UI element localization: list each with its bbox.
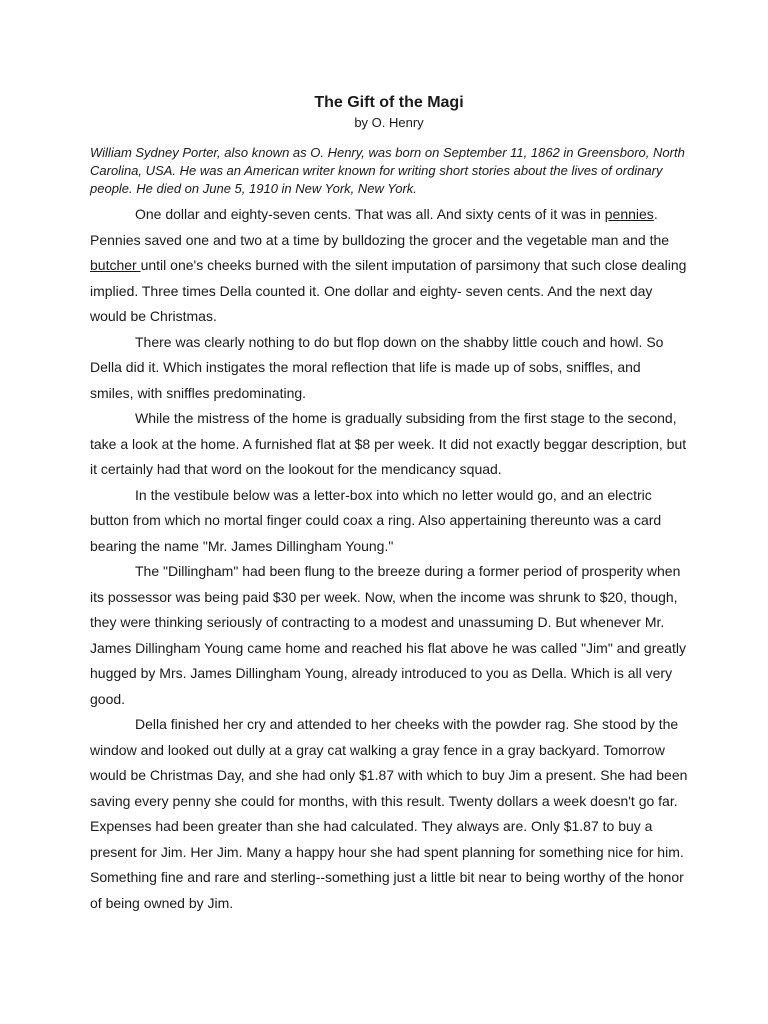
paragraph — [90, 202, 688, 330]
paragraph: While the mistress of the home is gradually subsiding from the first stage to the second, take a look at the home. A furnished flat at $8 per week. It did not exactly beggar description, but it certainly had that word on the lookout for the mendicancy squad. — [90, 410, 687, 477]
document-title: The Gift of the Magi — [314, 94, 464, 111]
paragraph: The "Dillingham" had been flung to the breeze during a former period of prosperity when its possessor was being paid $30 per week. Now, when the income was shrunk to $20, though, they were thinking seriously of contracting to a modest and unassuming D. But whenever Mr. James Dillingham Young came home and reached his flat above he was called "Jim" and greatly hugged by Mrs. James Dillingham Young, already introduced to you as Della. Which is all very good. — [90, 563, 686, 707]
paragraph-text: One dollar and eighty-seven cents. That was all. And sixty cents of it was in — [135, 206, 605, 222]
author-byline: by O. Henry — [354, 115, 424, 130]
paragraph: There was clearly nothing to do but flop down on the shabby little couch and howl. So Della did it. Which instigates the moral reflection that life is made up of sobs, sniffles, and smiles, with sniffles predominating. — [90, 333, 664, 401]
paragraph-text: . Pennies saved one and two at a time by bulldozing the grocer and the vegetable man and the — [90, 206, 670, 248]
paragraph: Della finished her cry and attended to her cheeks with the powder rag. She stood by the window and looked out dully at a gray cat walking a gray fence in a gray backyard. Tomorrow would be Christmas Day, and she had only $1.87 with which to buy Jim a present. She had been saving every penny she could for months, with this result. Twenty dollars a week doesn't go far. Expenses had been greater than she had calculated. They always are. Only $1.87 to buy a present for Jim. Her Jim. Many a happy hour she had spent planning for something nice for him. Something fine and rare and sterling--something just a little bit near to being worthy of the honor of being owned by Jim. — [90, 716, 688, 911]
pennies-link[interactable]: pennies — [604, 206, 654, 222]
author-intro: William Sydney Porter, also known as O. Henry, was born on September 11, 1862 in Greensboro, North Carolina, USA. He was an American writer known for writing short stories about the lives of ordinary people. He died on June 5, 1910 in New York, New York. — [90, 145, 685, 196]
paragraph-text: until one's cheeks burned with the silent imputation of parsimony that such close dealing implied. Three times Della counted it. One dollar and eighty- seven cents. And the next day would be Christmas. — [90, 257, 687, 324]
butcher-link[interactable]: butcher — [90, 257, 141, 273]
paragraph: In the vestibule below was a letter-box into which no letter would go, and an electric button from which no mortal finger could coax a ring. Also appertaining thereunto was a card bearing the name "Mr. James Dillingham Young." — [90, 486, 662, 554]
story-body — [90, 202, 688, 916]
